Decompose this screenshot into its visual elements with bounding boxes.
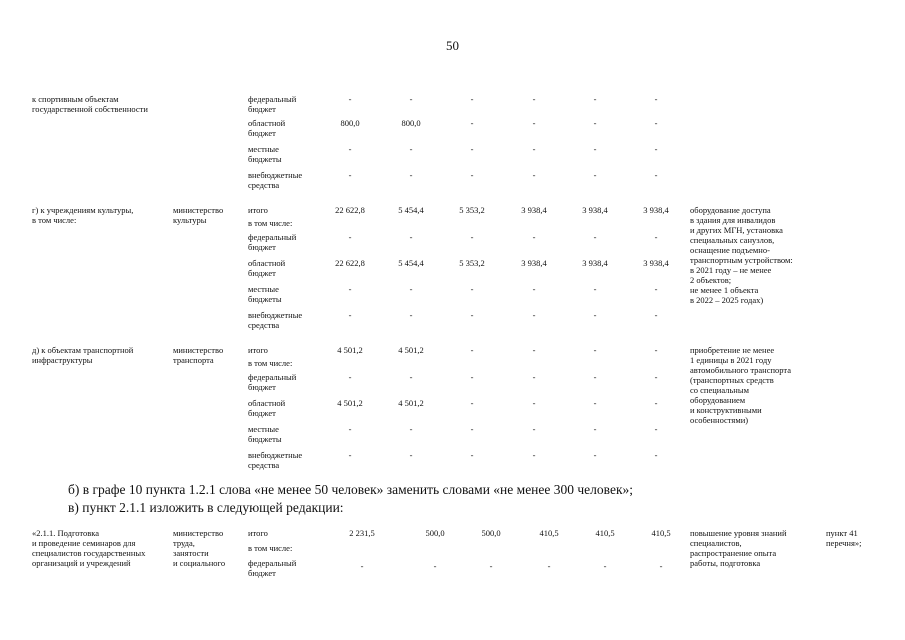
value-cell: 5 454,4 bbox=[398, 205, 424, 215]
value-cell: - bbox=[470, 170, 474, 180]
value-cell: 22 622,8 bbox=[335, 205, 365, 215]
label-local: местные бюджеты bbox=[248, 284, 282, 304]
label-extrabudget: внебюджетные средства bbox=[248, 310, 303, 330]
value-cell: - bbox=[532, 232, 536, 242]
value-cell: 4 501,2 bbox=[337, 398, 363, 408]
value-cell: - bbox=[532, 94, 536, 104]
executor-culture: министерство культуры bbox=[173, 205, 224, 225]
label-regional: областной бюджет bbox=[248, 118, 286, 138]
value-cell: - bbox=[654, 144, 658, 154]
value-cell: - bbox=[470, 284, 474, 294]
value-cell: - bbox=[470, 450, 474, 460]
object-seminars: «2.1.1. Подготовка и проведение семинаров для специалистов государственных организаций и учреждений bbox=[32, 528, 146, 568]
value-cell: 500,0 bbox=[481, 528, 501, 538]
object-culture: г) к учреждениям культуры, в том числе: bbox=[32, 205, 134, 225]
value-cell: - bbox=[470, 94, 474, 104]
value-cell: - bbox=[470, 424, 474, 434]
label-total: итого bbox=[248, 528, 268, 538]
value-cell: - bbox=[470, 398, 474, 408]
value-cell: - bbox=[654, 372, 658, 382]
value-cell: - bbox=[593, 398, 597, 408]
value-cell: - bbox=[593, 94, 597, 104]
label-extrabudget: внебюджетные средства bbox=[248, 170, 303, 190]
value-cell: 3 938,4 bbox=[521, 205, 547, 215]
value-cell: - bbox=[654, 424, 658, 434]
value-cell: - bbox=[532, 144, 536, 154]
value-cell: 800,0 bbox=[401, 118, 421, 128]
label-including: в том числе: bbox=[248, 218, 293, 228]
value-cell: - bbox=[470, 310, 474, 320]
value-cell: - bbox=[593, 232, 597, 242]
value-cell: - bbox=[532, 118, 536, 128]
value-cell: - bbox=[470, 372, 474, 382]
label-federal: федеральный бюджет bbox=[248, 94, 297, 114]
label-federal: федеральный бюджет bbox=[248, 372, 297, 392]
value-cell: - bbox=[348, 232, 352, 242]
label-local: местные бюджеты bbox=[248, 424, 282, 444]
label-total: итого bbox=[248, 205, 268, 215]
value-cell: - bbox=[348, 372, 352, 382]
value-cell: 5 454,4 bbox=[398, 258, 424, 268]
value-cell: - bbox=[348, 284, 352, 294]
value-cell: 3 938,4 bbox=[643, 258, 669, 268]
value-cell: - bbox=[593, 170, 597, 180]
value-cell: - bbox=[593, 372, 597, 382]
amendment-text-v: в) пункт 2.1.1 изложить в следующей редакции: bbox=[68, 500, 344, 515]
value-cell: - bbox=[409, 450, 413, 460]
value-cell: 410,5 bbox=[539, 528, 559, 538]
label-federal: федеральный бюджет bbox=[248, 558, 297, 578]
value-cell: - bbox=[470, 232, 474, 242]
value-cell: - bbox=[409, 170, 413, 180]
label-federal: федеральный бюджет bbox=[248, 232, 297, 252]
value-cell: 3 938,4 bbox=[582, 258, 608, 268]
value-cell: 3 938,4 bbox=[643, 205, 669, 215]
value-cell: - bbox=[654, 284, 658, 294]
value-cell: - bbox=[348, 450, 352, 460]
value-cell: - bbox=[409, 144, 413, 154]
value-cell: 22 622,8 bbox=[335, 258, 365, 268]
value-cell: - bbox=[593, 424, 597, 434]
value-cell: - bbox=[532, 170, 536, 180]
value-cell: 5 353,2 bbox=[459, 258, 485, 268]
label-regional: областной бюджет bbox=[248, 258, 286, 278]
page-number: 50 bbox=[446, 38, 459, 53]
value-cell: 3 938,4 bbox=[582, 205, 608, 215]
value-cell: 3 938,4 bbox=[521, 258, 547, 268]
value-cell: - bbox=[348, 310, 352, 320]
value-cell: - bbox=[409, 310, 413, 320]
value-cell: - bbox=[470, 345, 474, 355]
label-regional: областной бюджет bbox=[248, 398, 286, 418]
value-cell: - bbox=[532, 372, 536, 382]
value-cell: - bbox=[654, 345, 658, 355]
value-cell: - bbox=[654, 450, 658, 460]
value-cell: - bbox=[654, 310, 658, 320]
value-cell: 500,0 bbox=[425, 528, 445, 538]
result-culture: оборудование доступа в здания для инвалидов и других МГН, установка специальных санузлов, оснащение подъемно- транспортным устройством: в 2021 году – не менее 2 объектов; не менее 1 объекта в 2022 – 2025 годах) bbox=[690, 205, 793, 305]
value-cell: - bbox=[409, 284, 413, 294]
value-cell: - bbox=[654, 170, 658, 180]
value-cell: - bbox=[360, 561, 364, 571]
value-cell: - bbox=[659, 561, 663, 571]
note-reference: пункт 41 перечня»; bbox=[826, 528, 862, 548]
result-seminars: повышение уровня знаний специалистов, распространение опыта работы, подготовка bbox=[690, 528, 787, 568]
value-cell: 2 231,5 bbox=[349, 528, 375, 538]
result-transport: приобретение не менее 1 единицы в 2021 году автомобильного транспорта (транспортных средств со специальным оборудованием и конструктивными особенностями) bbox=[690, 345, 792, 425]
value-cell: - bbox=[470, 144, 474, 154]
value-cell: - bbox=[409, 94, 413, 104]
value-cell: - bbox=[532, 398, 536, 408]
object-transport: д) к объектам транспортной инфраструктуры bbox=[32, 345, 134, 365]
value-cell: - bbox=[532, 450, 536, 460]
value-cell: - bbox=[470, 118, 474, 128]
value-cell: 410,5 bbox=[651, 528, 671, 538]
value-cell: - bbox=[409, 232, 413, 242]
amendment-text-b: б) в графе 10 пункта 1.2.1 слова «не менее 50 человек» заменить словами «не менее 300 человек»; bbox=[68, 482, 634, 497]
value-cell: 800,0 bbox=[340, 118, 360, 128]
value-cell: 5 353,2 bbox=[459, 205, 485, 215]
value-cell: - bbox=[532, 345, 536, 355]
value-cell: - bbox=[593, 284, 597, 294]
value-cell: - bbox=[654, 118, 658, 128]
value-cell: 410,5 bbox=[595, 528, 615, 538]
label-including: в том числе: bbox=[248, 358, 293, 368]
value-cell: - bbox=[532, 284, 536, 294]
value-cell: - bbox=[348, 144, 352, 154]
label-local: местные бюджеты bbox=[248, 144, 282, 164]
value-cell: - bbox=[654, 94, 658, 104]
object-sport: к спортивным объектам государственной собственности bbox=[32, 94, 148, 114]
value-cell: - bbox=[593, 450, 597, 460]
value-cell: 4 501,2 bbox=[398, 345, 424, 355]
value-cell: - bbox=[433, 561, 437, 571]
value-cell: - bbox=[409, 424, 413, 434]
value-cell: - bbox=[654, 398, 658, 408]
value-cell: - bbox=[532, 424, 536, 434]
value-cell: - bbox=[593, 118, 597, 128]
value-cell: - bbox=[348, 424, 352, 434]
value-cell: - bbox=[603, 561, 607, 571]
value-cell: - bbox=[489, 561, 493, 571]
value-cell: - bbox=[654, 232, 658, 242]
value-cell: 4 501,2 bbox=[337, 345, 363, 355]
label-total: итого bbox=[248, 345, 268, 355]
label-extrabudget: внебюджетные средства bbox=[248, 450, 303, 470]
value-cell: - bbox=[593, 345, 597, 355]
value-cell: - bbox=[547, 561, 551, 571]
value-cell: 4 501,2 bbox=[398, 398, 424, 408]
value-cell: - bbox=[593, 310, 597, 320]
value-cell: - bbox=[532, 310, 536, 320]
executor-labor: министерство труда, занятости и социального bbox=[173, 528, 226, 568]
value-cell: - bbox=[348, 170, 352, 180]
value-cell: - bbox=[593, 144, 597, 154]
label-including: в том числе: bbox=[248, 543, 293, 553]
value-cell: - bbox=[409, 372, 413, 382]
value-cell: - bbox=[348, 94, 352, 104]
executor-transport: министерство транспорта bbox=[173, 345, 224, 365]
